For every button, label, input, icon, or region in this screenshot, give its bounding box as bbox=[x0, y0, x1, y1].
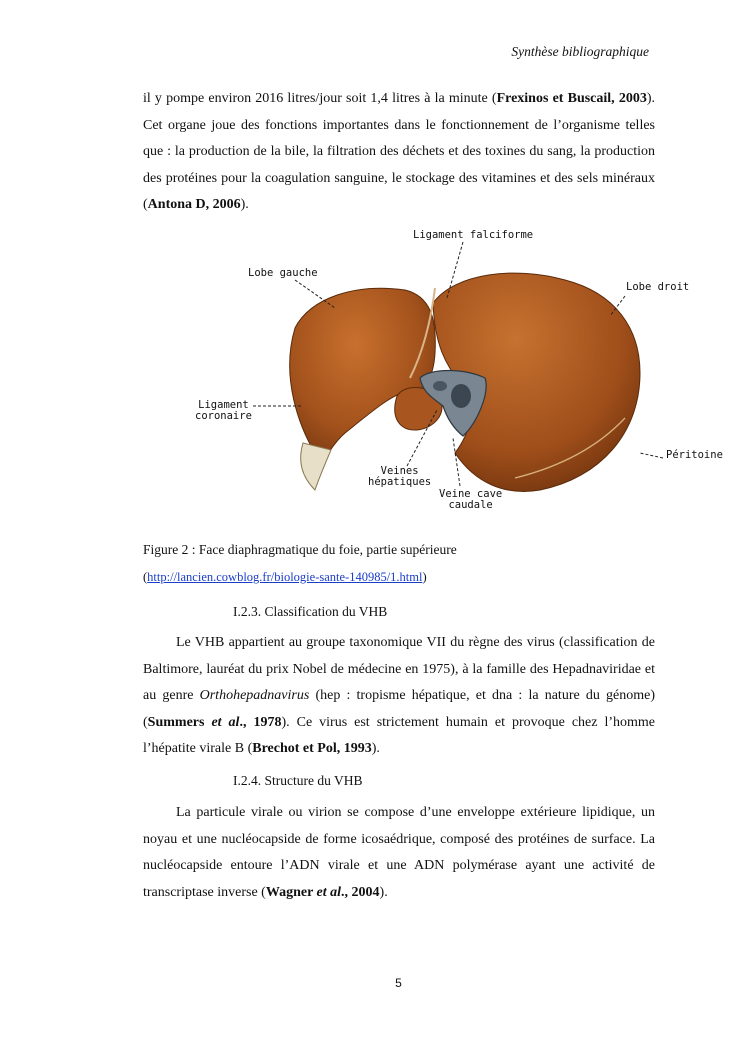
section-title-classification: I.2.3. Classification du VHB bbox=[233, 604, 388, 619]
citation-frexinos: Frexinos et Buscail, 2003 bbox=[496, 91, 647, 106]
label-peritoine: Péritoine bbox=[666, 449, 723, 461]
label-lobe-droit: Lobe droit bbox=[626, 281, 690, 293]
citation-summers: Summers et al., 1978 bbox=[147, 714, 282, 730]
paragraph-classification: Le VHB appartient au groupe taxonomique VII du règne des virus (classification de Baltimore, lauréat du prix Nobel de médecine en 1975), à la famille des Hepadnaviridae et au genre Orthohepadnavirus (hep : tropisme hépatique, et dna : la nature du génome) (Summers et al., 1978). Ce virus est strictement humain et provoque chez l’homme l’hépatite virale B (Brechot et Pol, 1993). bbox=[143, 635, 656, 756]
section-title-structure: I.2.4. Structure du VHB bbox=[233, 773, 363, 788]
label-veine-cave-caudale: Veine cave caudale bbox=[439, 488, 503, 511]
label-lobe-gauche: Lobe gauche bbox=[248, 267, 318, 279]
label-ligament-falciforme: Ligament falciforme bbox=[413, 229, 534, 241]
label-ligament-coronaire: Ligament coronaire bbox=[195, 399, 252, 422]
running-header: Synthèse bibliographique bbox=[511, 44, 649, 59]
paragraph-liver-functions: il y pompe environ 2016 litres/jour soit 1,4 litres à la minute (Frexinos et Buscail, 2003). Cet organe joue des fonctions importantes dans le fonctionnement de l’organisme telles que : la production de la bile, la filtration des déchets et des toxines du sang, la production des protéines pour la coagulation sanguine, le stockage des vitamines et des sels minéraux (Antona D, 2006). bbox=[143, 91, 655, 212]
genus-name: Orthohepadnavirus bbox=[199, 688, 310, 703]
paragraph-structure: La particule virale ou virion se compose d’une enveloppe extérieure lipidique, un noyau et une nucléocapside de forme icosaédrique, composé des protéines de surface. La nucléocapside entoure l’ADN virale et une ADN polymérase ayant une activité de transcriptase inverse (Wagner et al., 2004). bbox=[143, 805, 655, 900]
source-link[interactable]: http://lancien.cowblog.fr/biologie-sante-140985/1.html bbox=[147, 570, 423, 584]
citation-antona: Antona D, 2006 bbox=[147, 197, 241, 212]
liver-figure bbox=[185, 228, 725, 518]
figure-source: (http://lancien.cowblog.fr/biologie-sante-140985/1.html) bbox=[143, 570, 427, 584]
citation-brechot: Brechot et Pol, 1993 bbox=[252, 741, 372, 756]
citation-wagner: Wagner et al., 2004 bbox=[265, 884, 380, 900]
label-veines-hepatiques: Veines hépatiques bbox=[368, 465, 432, 488]
figure-caption: Figure 2 : Face diaphragmatique du foie, partie supérieure bbox=[143, 542, 457, 557]
page-number: 5 bbox=[395, 976, 402, 990]
ligament-tip bbox=[301, 443, 331, 490]
